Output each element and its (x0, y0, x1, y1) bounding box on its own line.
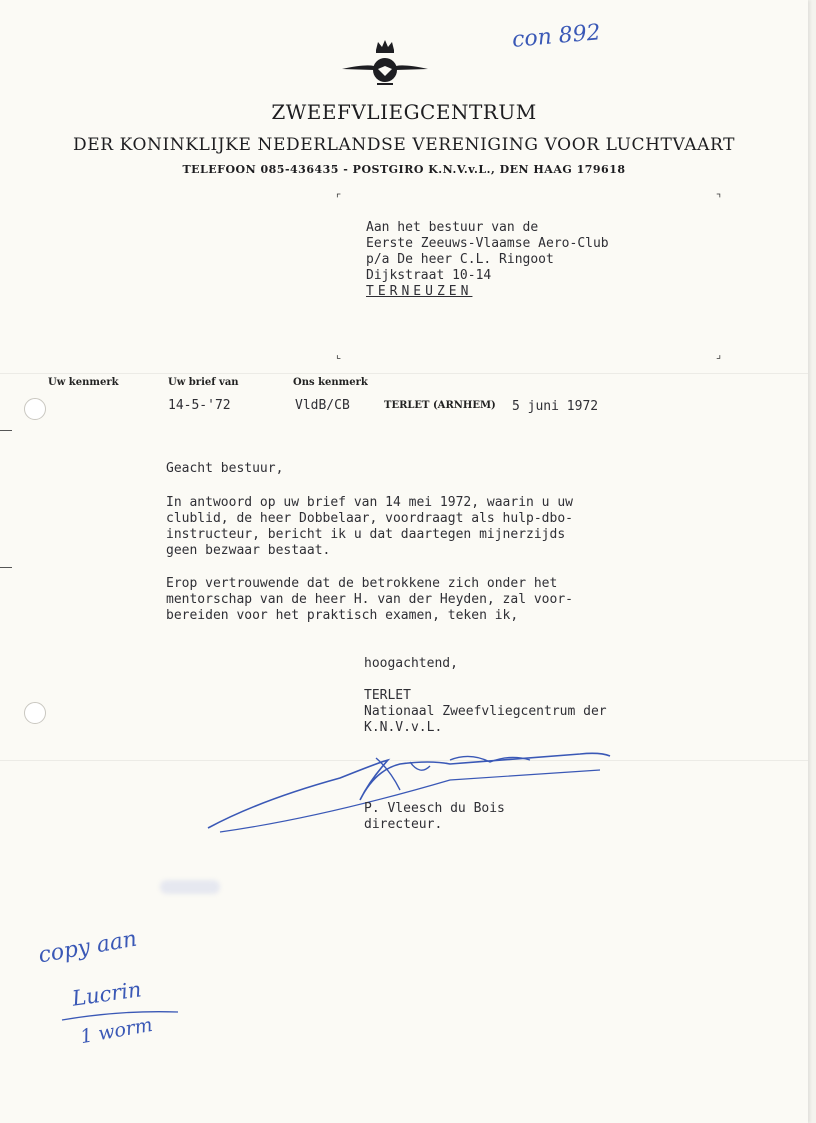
signatory-role: directeur. (364, 817, 443, 832)
handwritten-signature (200, 740, 630, 850)
ons-kenmerk-label: Ons kenmerk (293, 377, 368, 388)
archive-annotation: con 892 (511, 20, 602, 53)
punch-hole (24, 702, 46, 724)
address-corner-mark: ⌞ (336, 348, 342, 361)
paragraph-line: mentorschap van de heer H. van der Heyden, zal voor- (166, 592, 573, 607)
letterhead-title: ZWEEFVLIEGCENTRUM (271, 100, 537, 124)
ons-kenmerk-value: VldB/CB (295, 398, 350, 413)
paragraph-line: instructeur, bericht ik u dat daartegen mijnerzijds (166, 527, 566, 542)
signatory-name: P. Vleesch du Bois (364, 801, 505, 816)
fold-line (0, 373, 808, 374)
margin-mark (0, 430, 12, 431)
paragraph-line: bereiden voor het praktisch examen, teken ik, (166, 608, 519, 623)
letterhead-organisation: DER KONINKLIJKE NEDERLANDSE VERENIGING VOOR LUCHTVAART (72, 135, 736, 155)
paper-smudge (160, 880, 220, 894)
address-line: Dijkstraat 10-14 (366, 268, 492, 283)
closing-org-line: Nationaal Zweefvliegcentrum der (364, 704, 607, 719)
margin-mark (0, 567, 12, 568)
crowned-wing-emblem-icon (340, 36, 430, 91)
letter-date: 5 juni 1972 (512, 399, 599, 414)
handwritten-note-line: Lucrin (70, 977, 143, 1011)
address-city: TERNEUZEN (366, 284, 473, 299)
uw-brief-label: Uw brief van (168, 377, 239, 388)
address-corner-mark: ⌟ (716, 348, 722, 361)
closing-greeting: hoogachtend, (364, 656, 458, 671)
uw-brief-value: 14-5-'72 (168, 398, 231, 413)
address-corner-mark: ⌜ (336, 192, 342, 205)
address-line: Aan het bestuur van de (366, 220, 539, 235)
address-line: Eerste Zeeuws-Vlaamse Aero-Club (366, 236, 609, 251)
uw-kenmerk-label: Uw kenmerk (48, 377, 119, 388)
paragraph-line: In antwoord op uw brief van 14 mei 1972, waarin u uw (166, 495, 573, 510)
handwritten-note-line: copy aan (36, 926, 139, 969)
handwritten-note-line: 1 worm (78, 1013, 155, 1049)
letterhead-contact: TELEFOON 085-436435 - POSTGIRO K.N.V.v.L., DEN HAAG 179618 (182, 163, 626, 176)
paragraph-line: geen bezwaar bestaat. (166, 543, 331, 558)
paragraph-line: clublid, de heer Dobbelaar, voordraagt als hulp-dbo- (166, 511, 573, 526)
paragraph-line: Erop vertrouwende dat de betrokkene zich onder het (166, 576, 558, 591)
closing-org-line: K.N.V.v.L. (364, 720, 443, 735)
place-label: TERLET (ARNHEM) (384, 400, 496, 411)
salutation: Geacht bestuur, (166, 461, 284, 476)
address-line: p/a De heer C.L. Ringoot (366, 252, 554, 267)
address-corner-mark: ⌝ (716, 192, 722, 205)
punch-hole (24, 398, 46, 420)
closing-org-line: TERLET (364, 688, 411, 703)
